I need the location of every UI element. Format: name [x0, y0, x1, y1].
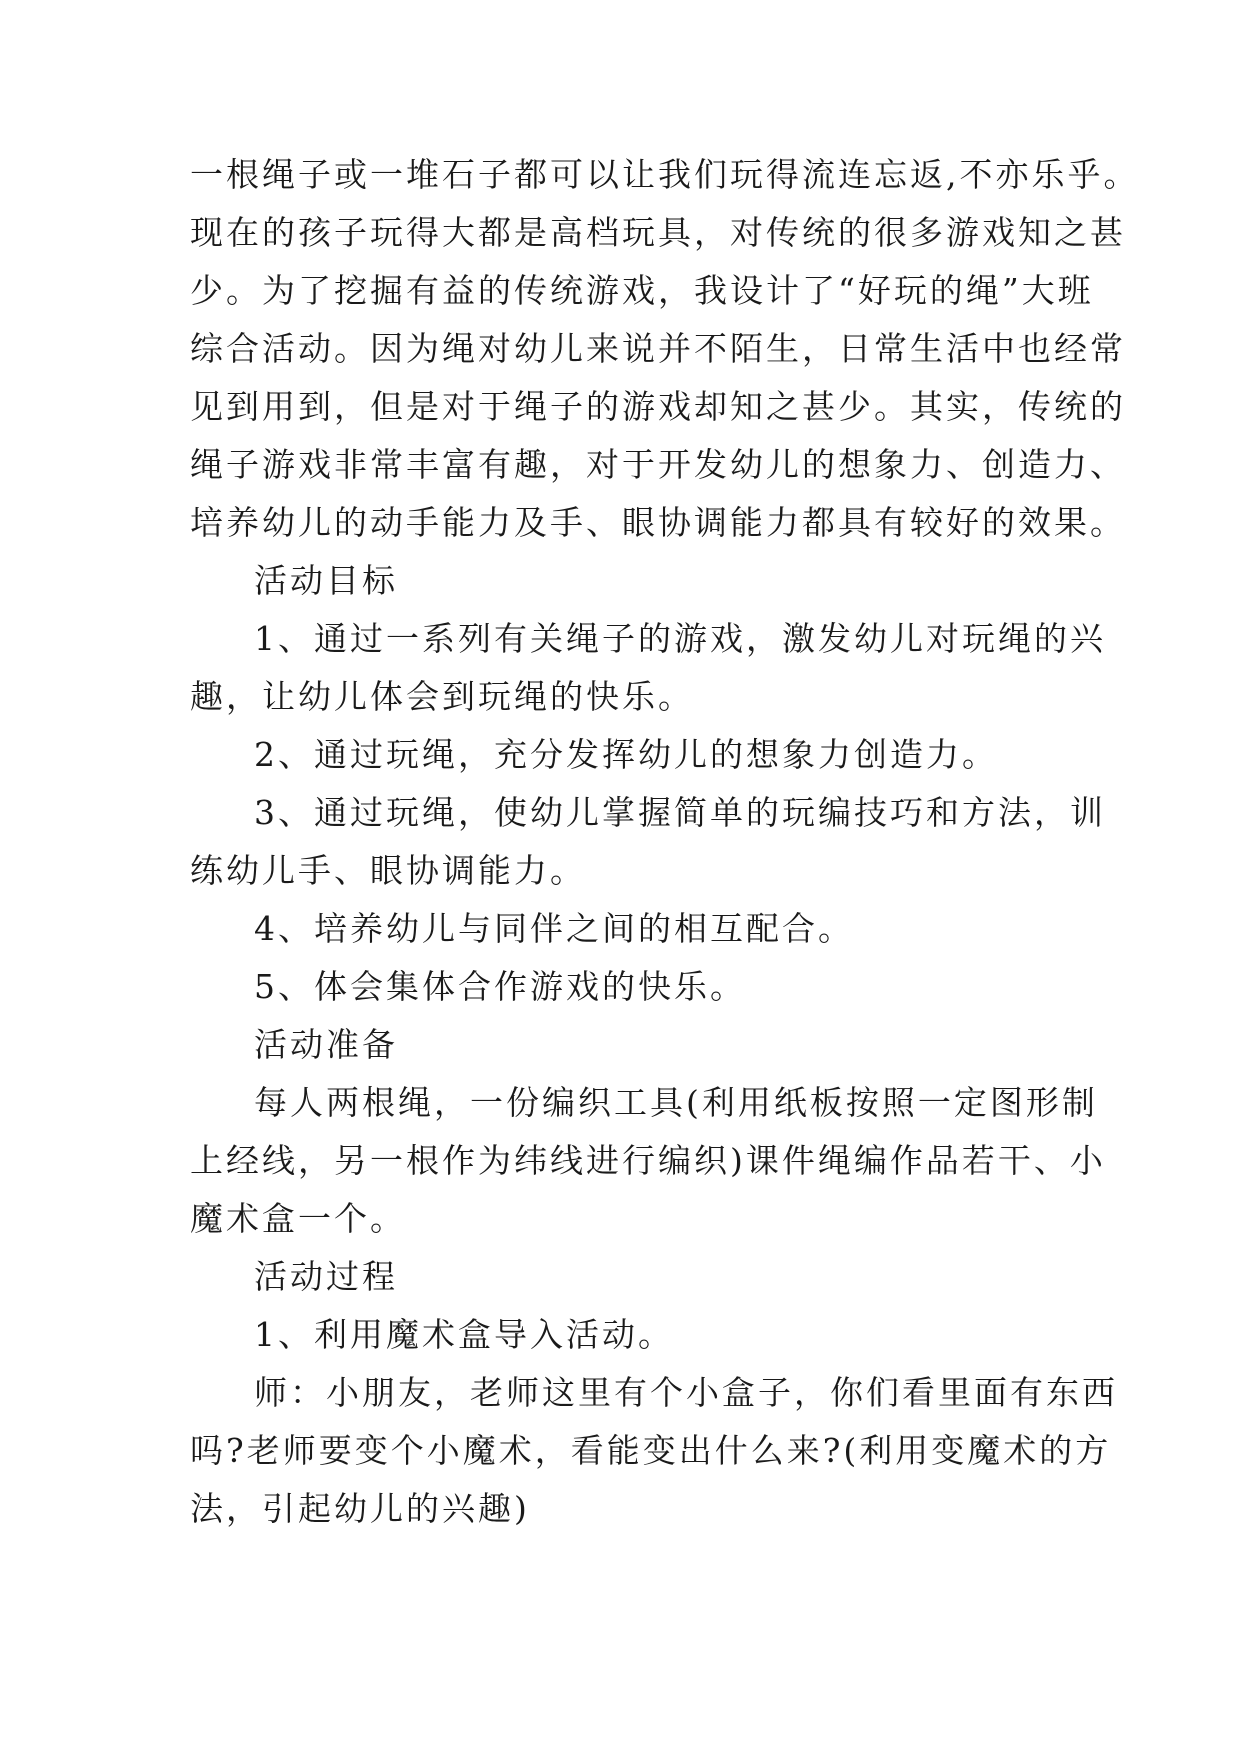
text-line: 现在的孩子玩得大都是高档玩具，对传统的很多游戏知之甚	[190, 213, 1126, 252]
text-line: 魔术盒一个。	[190, 1199, 406, 1238]
text-line: 绳子游戏非常丰富有趣，对于开发幼儿的想象力、创造力、	[190, 445, 1126, 484]
text-line: 1、通过一系列有关绳子的游戏，激发幼儿对玩绳的兴	[254, 619, 1106, 658]
text-line: 4、培养幼儿与同伴之间的相互配合。	[254, 909, 854, 948]
text-line: 综合活动。因为绳对幼儿来说并不陌生，日常生活中也经常	[190, 329, 1126, 368]
section-heading: 活动目标	[254, 561, 398, 600]
text-line: 每人两根绳，一份编织工具(利用纸板按照一定图形制	[254, 1083, 1098, 1122]
text-line: 培养幼儿的动手能力及手、眼协调能力都具有较好的效果。	[190, 503, 1126, 542]
text-line: 少。为了挖掘有益的传统游戏，我设计了“好玩的绳”大班	[190, 271, 1094, 310]
text-line: 2、通过玩绳，充分发挥幼儿的想象力创造力。	[254, 735, 998, 774]
text-line: 上经线，另一根作为纬线进行编织)课件绳编作品若干、小	[190, 1141, 1106, 1180]
section-heading: 活动准备	[254, 1025, 398, 1064]
text-line: 练幼儿手、眼协调能力。	[190, 851, 586, 890]
text-line: 5、体会集体合作游戏的快乐。	[254, 967, 746, 1006]
text-line: 师：小朋友，老师这里有个小盒子，你们看里面有东西	[254, 1373, 1118, 1412]
text-line: 吗?老师要变个小魔术，看能变出什么来?(利用变魔术的方	[190, 1431, 1112, 1470]
text-line: 见到用到，但是对于绳子的游戏却知之甚少。其实，传统的	[190, 387, 1126, 426]
text-line: 一根绳子或一堆石子都可以让我们玩得流连忘返,不亦乐乎。	[190, 155, 1140, 194]
text-line: 趣，让幼儿体会到玩绳的快乐。	[190, 677, 694, 716]
text-line: 3、通过玩绳，使幼儿掌握简单的玩编技巧和方法，训	[254, 793, 1106, 832]
text-line: 1、利用魔术盒导入活动。	[254, 1315, 674, 1354]
text-line: 法，引起幼儿的兴趣)	[190, 1489, 530, 1528]
section-heading: 活动过程	[254, 1257, 398, 1296]
